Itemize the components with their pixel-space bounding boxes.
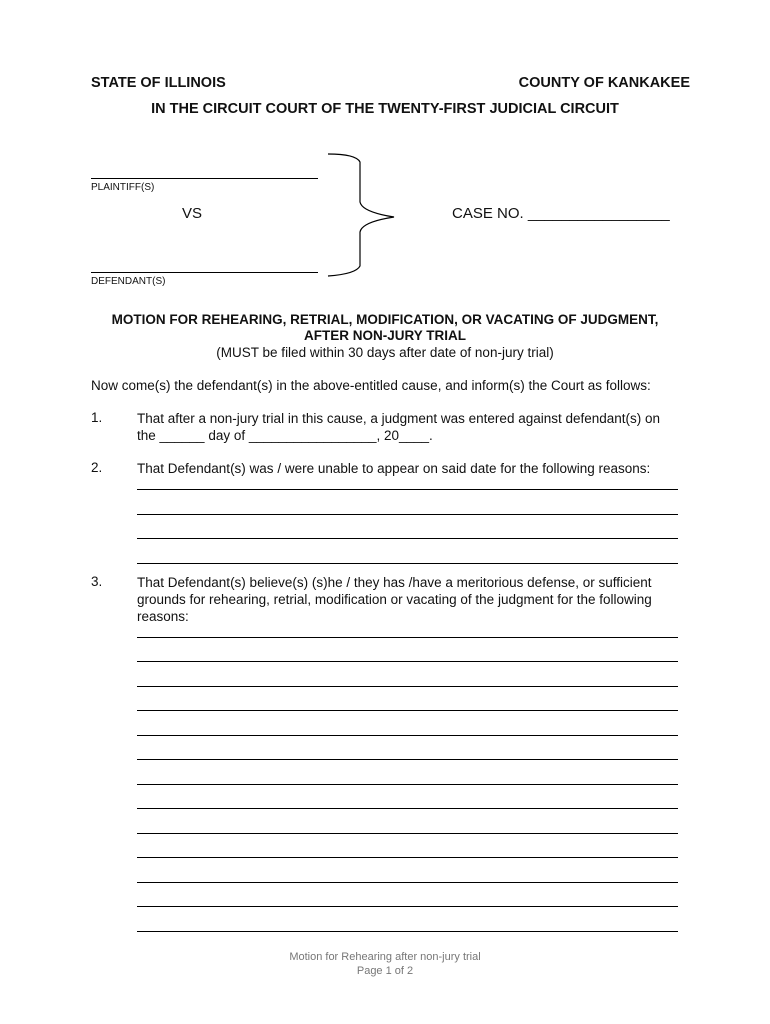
answer-line[interactable]	[137, 489, 678, 490]
item-3-line2: grounds for rehearing, retrial, modification or vacating of the judgment for the following	[137, 592, 652, 607]
item-3-line1: That Defendant(s) believe(s) (s)he / they has /have a meritorious defense, or sufficient	[137, 575, 652, 590]
page-number: Page 1 of 2	[356, 965, 414, 977]
item-3-line3: reasons:	[137, 609, 189, 624]
answer-line[interactable]	[137, 637, 678, 638]
answer-line[interactable]	[137, 833, 678, 834]
answer-line[interactable]	[137, 661, 678, 662]
item-3-number: 3.	[91, 574, 103, 589]
answer-line[interactable]	[137, 759, 678, 760]
defendant-line[interactable]	[91, 272, 318, 273]
county-heading: COUNTY OF KANKAKEE	[518, 75, 690, 91]
answer-line[interactable]	[137, 710, 678, 711]
intro-paragraph: Now come(s) the defendant(s) in the above-entitled cause, and inform(s) the Court as follows:	[91, 378, 651, 393]
item-1-line2[interactable]: the ______ day of _________________, 20____.	[137, 428, 433, 443]
answer-line[interactable]	[137, 735, 678, 736]
answer-line[interactable]	[137, 808, 678, 809]
item-2-text: That Defendant(s) was / were unable to appear on said date for the following reasons:	[137, 461, 651, 476]
answer-line[interactable]	[137, 906, 678, 907]
state-heading: STATE OF ILLINOIS	[91, 75, 226, 91]
answer-line[interactable]	[137, 514, 678, 515]
item-2-number: 2.	[91, 460, 103, 475]
court-heading: IN THE CIRCUIT COURT OF THE TWENTY-FIRST JUDICIAL CIRCUIT	[151, 101, 619, 117]
answer-line[interactable]	[137, 931, 678, 932]
answer-line[interactable]	[137, 538, 678, 539]
defendant-label: DEFENDANT(S)	[91, 276, 166, 287]
answer-line[interactable]	[137, 882, 678, 883]
motion-title-line1: MOTION FOR REHEARING, RETRIAL, MODIFICATION, OR VACATING OF JUDGMENT,	[111, 312, 659, 327]
plaintiff-line[interactable]	[91, 178, 318, 179]
footer-title: Motion for Rehearing after non-jury trial	[289, 951, 481, 963]
answer-line[interactable]	[137, 784, 678, 785]
vs-label: VS	[182, 205, 203, 222]
item-1-number: 1.	[91, 410, 103, 425]
item-1-line1: That after a non-jury trial in this cause, a judgment was entered against defendant(s) on	[137, 411, 661, 426]
case-number[interactable]: CASE NO. _________________	[452, 205, 670, 222]
answer-line[interactable]	[137, 563, 678, 564]
motion-title-line2: AFTER NON-JURY TRIAL	[304, 328, 466, 343]
answer-line[interactable]	[137, 686, 678, 687]
caption-brace	[326, 150, 406, 280]
filing-deadline-note: (MUST be filed within 30 days after date of non-jury trial)	[216, 345, 554, 360]
answer-line[interactable]	[137, 857, 678, 858]
plaintiff-label: PLAINTIFF(S)	[91, 182, 155, 193]
